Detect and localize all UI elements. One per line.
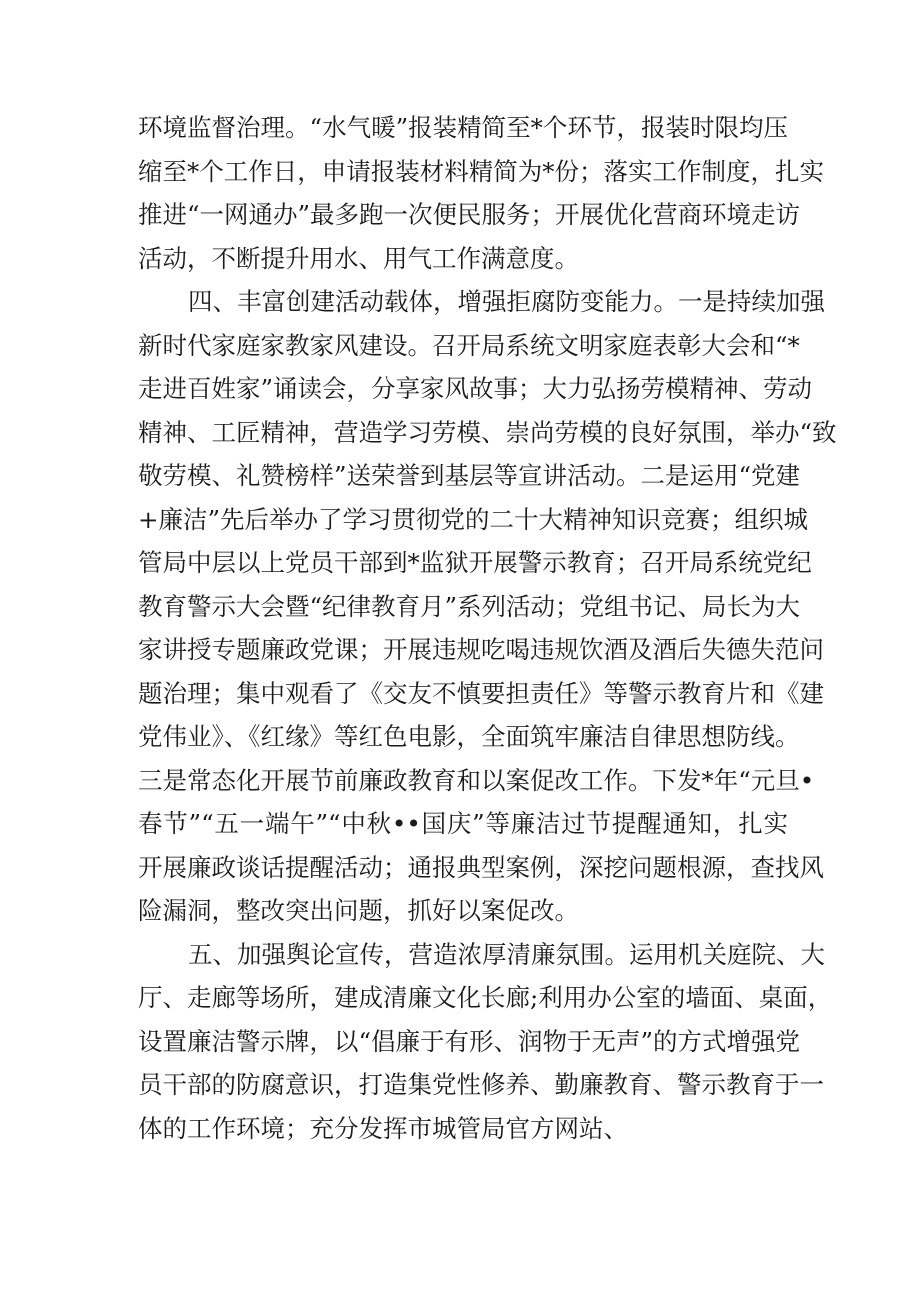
text-line: 题治理；集中观看了《交友不慎要担责任》等警示教育片和《建 [138, 678, 824, 708]
text-line: 四、丰富创建活动载体，增强拒腐防变能力。一是持续加强 [188, 287, 825, 316]
text-line: 三是常态化开展节前廉政教育和以案促改工作。下发*年“元旦• [138, 765, 815, 795]
text-line: 教育警示大会暨“纪律教育月”系列活动；党组书记、局长为大 [138, 591, 801, 621]
text-line: +廉洁”先后举办了学习贯彻党的二十大精神知识竞赛；组织城 [138, 504, 809, 534]
text-line: 厅、走廊等场所，建成清廉文化长廊;利用办公室的墙面、桌面， [138, 983, 833, 1012]
text-line: 推进“一网通办”最多跑一次便民服务；开展优化营商环境走访 [138, 200, 801, 229]
text-line: 设置廉洁警示牌，以“倡廉于有形、润物于无声”的方式增强党 [138, 1026, 801, 1056]
text-line: 开展廉政谈话提醒活动；通报典型案例，深挖问题根源，查找风 [138, 852, 824, 882]
text-line: 党伟业》、《红缘》等红色电影，全面筑牢廉洁自律思想防线。 [138, 722, 800, 751]
text-line: 员干部的防腐意识，打造集党性修养、勤廉教育、警示教育于一 [138, 1070, 824, 1099]
text-line: 缩至*个工作日，申请报装材料精简为*份；落实工作制度，扎实 [138, 156, 824, 186]
text-line: 春节”“五一端午”“中秋••国庆”等廉洁过节提醒通知，扎实 [138, 809, 788, 838]
paragraph [138, 933, 833, 1151]
text-line: 活动，不断提升用水、用气工作满意度。 [138, 243, 579, 273]
text-line: 家讲授专题廉政党课；开展违规吃喝违规饮酒及酒后失德失范问 [138, 635, 824, 664]
text-line: 敬劳模、礼赞榜样”送荣誉到基层等宣讲活动。二是运用“党建 [138, 461, 801, 490]
text-line: 管局中层以上党员干部到*监狱开展警示教育；召开局系统党纪 [138, 548, 812, 577]
text-line: 五、加强舆论宣传，营造浓厚清廉氛围。运用机关庭院、大 [188, 939, 825, 969]
document-body [138, 106, 837, 1150]
paragraph [138, 280, 837, 933]
text-line: 精神、工匠精神，营造学习劳模、崇尚劳模的良好氛围，举办“致 [138, 417, 837, 447]
text-line: 走进百姓家”诵读会，分享家风故事；大力弘扬劳模精神、劳动 [138, 374, 813, 403]
text-line: 体的工作环境；充分发挥市城管局官方网站、 [138, 1113, 628, 1143]
text-line: 新时代家庭家教家风建设。召开局系统文明家庭表彰大会和“* [138, 330, 800, 360]
text-line: 险漏洞，整改突出问题，抓好以案促改。 [138, 896, 579, 925]
paragraph [138, 106, 824, 280]
text-line: 环境监督治理。“水气暖”报装精简至*个环节，报装时限均压 [138, 113, 788, 142]
